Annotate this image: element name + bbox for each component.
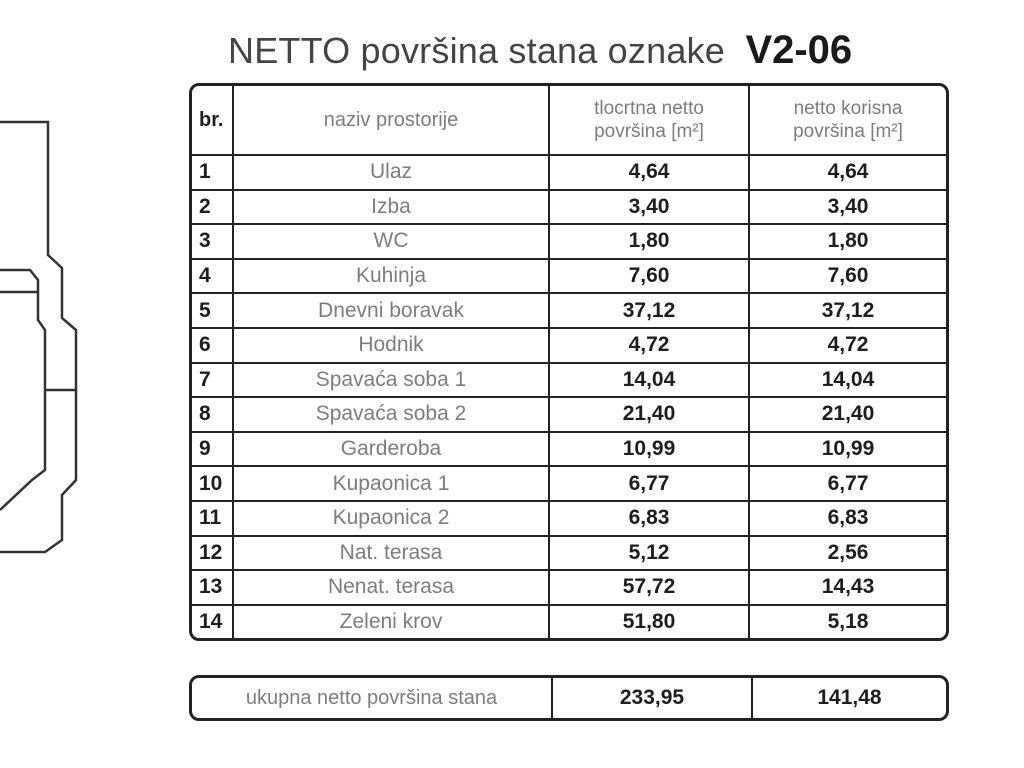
floor-area: 14,04 — [548, 364, 748, 397]
floor-area: 6,77 — [548, 467, 748, 500]
header-floor-area — [548, 86, 748, 154]
table-row — [192, 396, 946, 431]
floor-area: 1,80 — [548, 225, 748, 258]
usable-area: 37,12 — [748, 294, 946, 327]
row-number: 9 — [199, 437, 211, 461]
header-room-name: naziv prostorije — [232, 86, 548, 154]
usable-area: 1,80 — [748, 225, 946, 258]
page-title — [228, 26, 948, 83]
header-number: br. — [199, 108, 224, 131]
apartment-code: V2-06 — [745, 28, 853, 72]
usable-area: 7,60 — [748, 260, 946, 293]
table-row — [192, 223, 946, 258]
table-row — [192, 258, 946, 293]
total-usable-area: 141,48 — [751, 678, 946, 718]
room-name: WC — [232, 225, 548, 258]
row-number: 10 — [199, 471, 223, 495]
usable-area: 14,43 — [748, 571, 946, 604]
row-number: 4 — [199, 264, 211, 288]
table-row — [192, 465, 946, 500]
usable-area: 2,56 — [748, 537, 946, 570]
total-label: ukupna netto površina stana — [245, 686, 498, 709]
table-header — [192, 86, 946, 154]
room-name: Kuhinja — [232, 260, 548, 293]
floor-area: 37,12 — [548, 294, 748, 327]
room-name: Kupaonica 1 — [232, 467, 548, 500]
table-row — [192, 327, 946, 362]
total-row — [189, 675, 949, 721]
room-name: Hodnik — [232, 329, 548, 362]
table-row — [192, 292, 946, 327]
row-number: 12 — [199, 540, 223, 564]
usable-area: 6,83 — [748, 502, 946, 535]
room-name: Zeleni krov — [232, 606, 548, 639]
usable-area: 4,72 — [748, 329, 946, 362]
header-usable-area-line1: netto korisna — [793, 98, 903, 119]
table-row — [192, 189, 946, 224]
row-number: 14 — [199, 610, 223, 634]
row-number: 2 — [199, 194, 211, 218]
usable-area: 10,99 — [748, 433, 946, 466]
header-usable-area — [748, 86, 946, 154]
area-table — [189, 83, 949, 641]
row-number: 11 — [199, 506, 222, 530]
room-name: Ulaz — [232, 156, 548, 189]
usable-area: 5,18 — [748, 606, 946, 639]
room-name: Garderoba — [232, 433, 548, 466]
room-name: Dnevni boravak — [232, 294, 548, 327]
table-row — [192, 154, 946, 189]
floor-area: 6,83 — [548, 502, 748, 535]
room-name: Kupaonica 2 — [232, 502, 548, 535]
header-floor-area-line2: površina [m²] — [594, 121, 704, 142]
row-number: 5 — [199, 298, 211, 322]
usable-area: 6,77 — [748, 467, 946, 500]
room-name: Spavaća soba 2 — [232, 398, 548, 431]
room-name: Spavaća soba 1 — [232, 364, 548, 397]
table-row — [192, 431, 946, 466]
floor-area: 4,64 — [548, 156, 748, 189]
total-floor-area: 233,95 — [551, 678, 751, 718]
floor-area: 21,40 — [548, 398, 748, 431]
floor-area: 3,40 — [548, 191, 748, 224]
floor-area: 7,60 — [548, 260, 748, 293]
table-row — [192, 362, 946, 397]
floor-area: 4,72 — [548, 329, 748, 362]
table-row — [192, 500, 946, 535]
table-row — [192, 569, 946, 604]
usable-area: 4,64 — [748, 156, 946, 189]
usable-area: 14,04 — [748, 364, 946, 397]
floor-area: 51,80 — [548, 606, 748, 639]
row-number: 8 — [199, 402, 211, 426]
floor-area: 57,72 — [548, 571, 748, 604]
floor-plan-fragment — [0, 0, 90, 570]
title-text: NETTO površina stana oznake — [228, 30, 725, 71]
row-number: 13 — [199, 575, 223, 599]
header-floor-area-line1: tlocrtna netto — [594, 98, 704, 119]
floor-area: 5,12 — [548, 537, 748, 570]
table-row — [192, 604, 946, 639]
usable-area: 3,40 — [748, 191, 946, 224]
row-number: 6 — [199, 333, 211, 357]
room-name: Nat. terasa — [232, 537, 548, 570]
row-number: 7 — [199, 367, 211, 391]
room-name: Izba — [232, 191, 548, 224]
row-number: 3 — [199, 229, 211, 253]
floor-area: 10,99 — [548, 433, 748, 466]
table-row — [192, 535, 946, 570]
row-number: 1 — [199, 160, 211, 184]
room-name: Nenat. terasa — [232, 571, 548, 604]
usable-area: 21,40 — [748, 398, 946, 431]
header-usable-area-line2: površina [m²] — [793, 121, 903, 142]
